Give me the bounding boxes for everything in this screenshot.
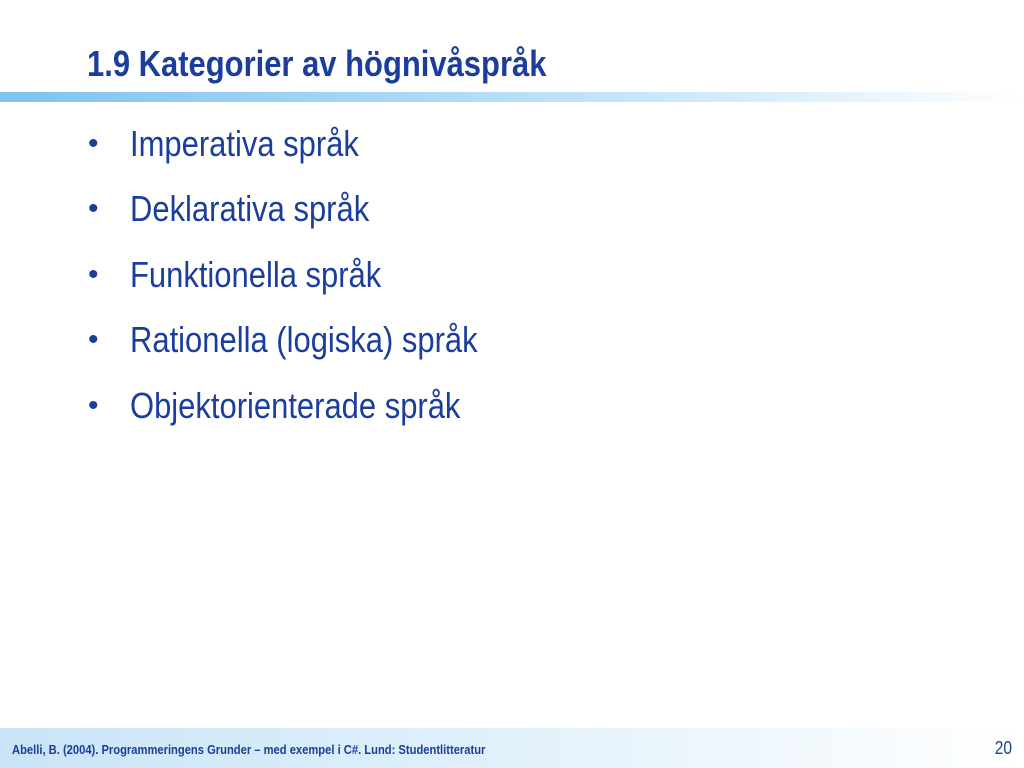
- bullet-text: Deklarativa språk: [130, 188, 370, 230]
- bullet-item: [84, 177, 534, 243]
- bullet-icon: •: [88, 257, 99, 291]
- bullet-text: Imperativa språk: [130, 122, 359, 164]
- bullet-text: Rationella (logiska) språk: [130, 319, 478, 361]
- bullet-item: [84, 373, 534, 439]
- bullet-item: [84, 308, 534, 374]
- bullet-item: [84, 111, 534, 177]
- page-number: 20: [994, 738, 1012, 758]
- bullet-text: Objektorienterade språk: [130, 384, 461, 426]
- bullet-icon: •: [88, 126, 99, 160]
- bullet-icon: •: [88, 323, 99, 357]
- bullet-text: Funktionella språk: [130, 253, 382, 295]
- bullet-icon: •: [88, 388, 99, 422]
- bullet-icon: •: [88, 192, 99, 226]
- bullet-list: [84, 111, 534, 439]
- title-underline-bar: [0, 92, 1024, 102]
- slide-title: 1.9 Kategorier av högnivåspråk: [87, 43, 547, 84]
- bullet-item: [84, 242, 534, 308]
- footer-citation: Abelli, B. (2004). Programmeringens Grunder – med exempel i C#. Lund: Studentlitteratur: [12, 742, 486, 757]
